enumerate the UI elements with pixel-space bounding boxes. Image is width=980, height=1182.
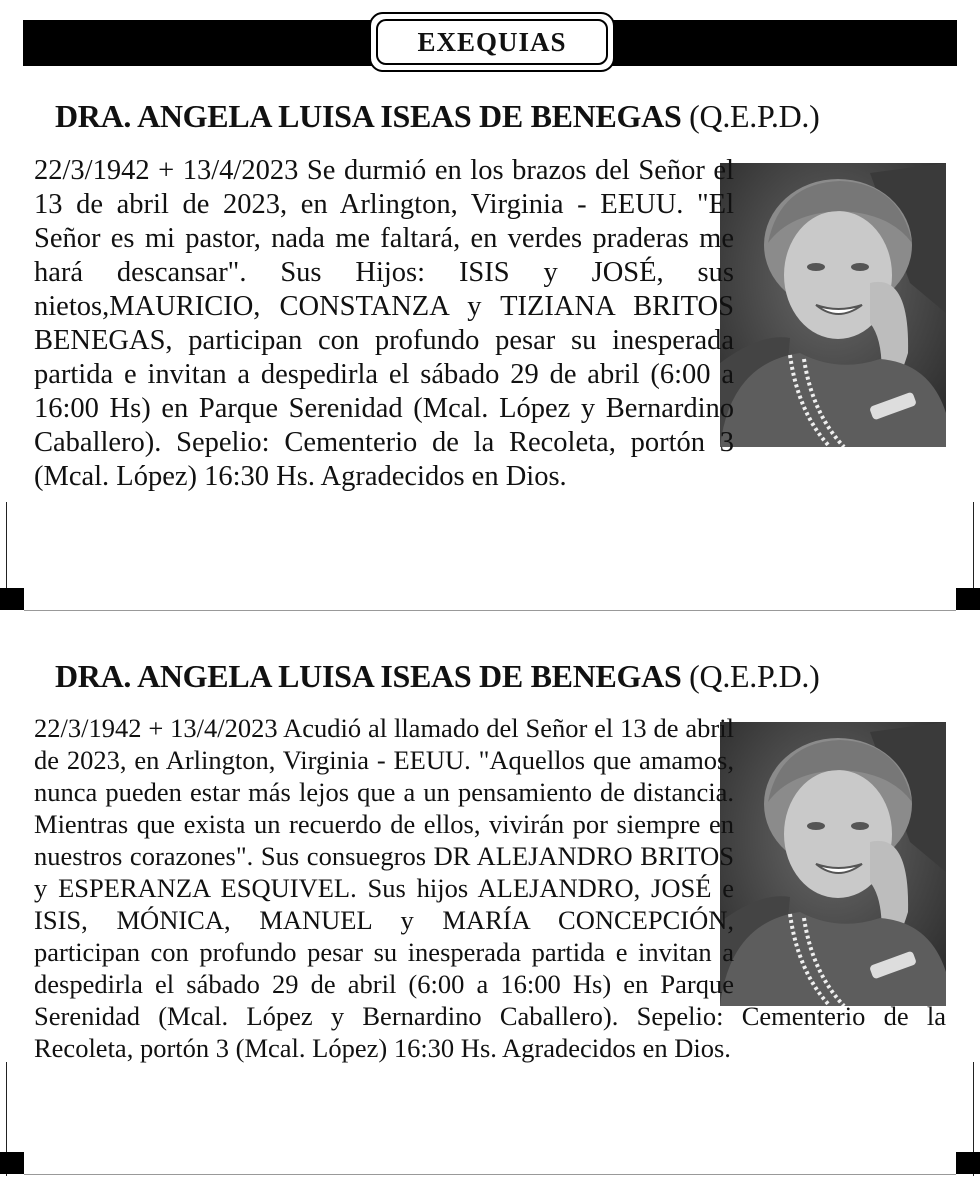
corner-mark-left — [0, 1152, 24, 1174]
section-title: EXEQUIAS — [417, 26, 567, 57]
notice-body: 22/3/1942 + 13/4/2023 Se durmió en los brazos del Señor el 13 de abril de 2023, en Arlington, Virginia - EEUU. "El Señor es mi pastor, nada me faltará, en verdes praderas me hará descansar". Sus Hijos: ISIS y JOSÉ, sus nietos,MAURICIO, CONSTANZA y TIZIANA BRITOS BENEGAS, participan con profundo pesar su inesperada partida e invitan a despedirla el sábado 29 de abril (6:00 a 16:00 Hs) en Parque Serenidad (Mcal. López y Bernardino Caballero). Sepelio: Cementerio de la Recoleta, portón 3 (Mcal. López) 16:30 Hs. Agradecidos en Dios. — [34, 155, 734, 492]
qepd-suffix: (Q.E.P.D.) — [689, 658, 820, 694]
obituary-notice-2 — [0, 650, 980, 1178]
notice-body-container — [34, 712, 946, 1064]
photo-wrap-spacer — [734, 154, 946, 444]
obituary-notice-1 — [0, 90, 980, 612]
header-plate — [369, 12, 615, 72]
corner-mark-right — [956, 588, 980, 610]
qepd-suffix: (Q.E.P.D.) — [689, 98, 820, 134]
corner-mark-left — [0, 588, 24, 610]
notice-body-container — [34, 154, 946, 494]
deceased-name: DRA. ANGELA LUISA ISEAS DE BENEGAS — [55, 658, 682, 694]
notice-title — [55, 98, 955, 135]
bottom-rule — [24, 1174, 956, 1175]
bottom-rule — [24, 610, 956, 611]
header-plate-inner — [376, 19, 608, 65]
corner-mark-right — [956, 1152, 980, 1174]
notice-body: 22/3/1942 + 13/4/2023 Acudió al llamado del Señor el 13 de abril de 2023, en Arlington, Virginia - EEUU. "Aquellos que amamos, nunca pueden estar más lejos que a un pensamiento de distancia. Mientras que exista un recuerdo de ellos, vivirán por siempre en nuestros corazones". Sus consuegros DR ALEJANDRO BRITOS y ESPERANZA ESQUIVEL. Sus hijos ALEJANDRO, JOSÉ e ISIS, MÓNICA, MANUEL y MARÍA CONCEPCIÓN, participan con profundo pesar su inesperada partida e invitan a despedirla el sábado 29 de abril (6:00 a 16:00 Hs) en Parque Serenidad (Mcal. López y Bernardino Caballero). Sepelio: Cementerio de la Recoleta, portón 3 (Mcal. López) 16:30 Hs. Agradecidos en Dios. — [34, 713, 946, 1063]
deceased-name: DRA. ANGELA LUISA ISEAS DE BENEGAS — [55, 98, 682, 134]
photo-wrap-spacer — [734, 712, 946, 998]
notice-title — [55, 658, 955, 695]
